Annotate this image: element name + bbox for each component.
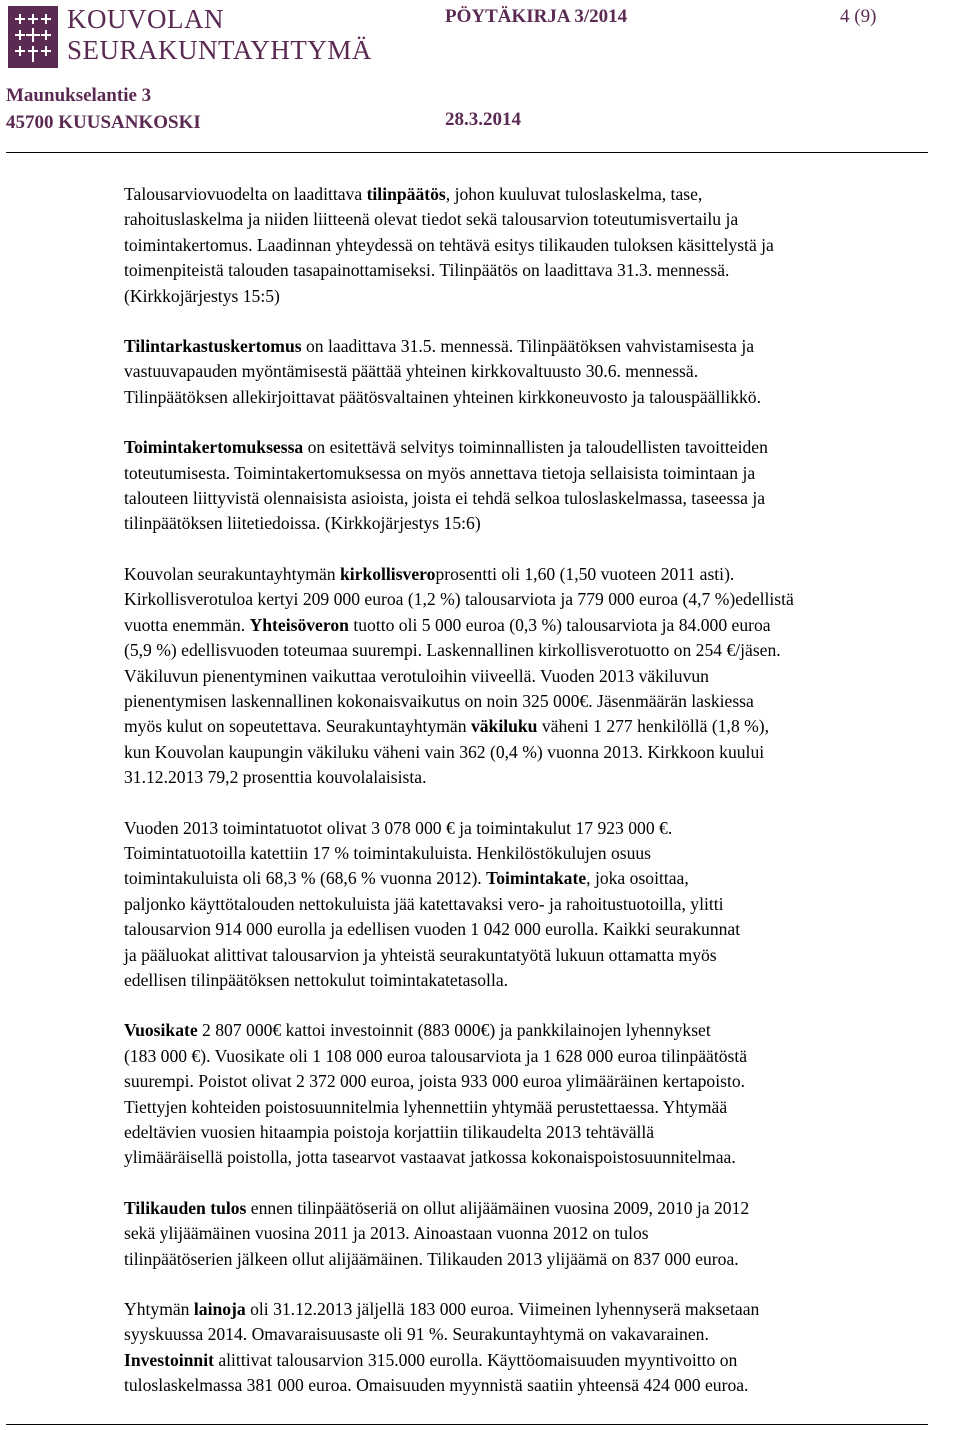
text-line — [124, 385, 958, 410]
text-line — [124, 1095, 958, 1120]
text-line — [124, 511, 958, 536]
text-line — [124, 1120, 958, 1145]
document-type: PÖYTÄKIRJA 3/2014 — [445, 6, 628, 27]
text-line — [124, 1018, 958, 1043]
text-line — [124, 1221, 958, 1246]
text-run: toimintakuluista oli 68,3 % (68,6 % vuonna 2012). — [124, 868, 487, 889]
paragraph — [124, 182, 958, 309]
text-run: sekä ylijäämäinen vuosina 2011 ja 2013. Ainoastaan vuonna 2012 on tulos — [124, 1223, 649, 1244]
text-run: , johon kuuluvat tuloslaskelma, tase, — [445, 184, 703, 204]
text-line — [124, 284, 958, 309]
text-run: syyskuussa 2014. Omavaraisuusaste oli 91 %. Seurakuntayhtymä on vakavarainen. — [124, 1324, 709, 1345]
text-line — [124, 1373, 958, 1398]
text-run: myös kulut on sopeutettava. Seurakuntayhtymän — [124, 716, 471, 737]
text-line — [124, 664, 958, 689]
paragraph — [124, 562, 958, 791]
text-run: tuloslaskelmassa 381 000 euroa. Omaisuuden myynnistä saatiin yhteensä 424 000 euroa. — [124, 1375, 749, 1396]
paragraph — [124, 334, 958, 410]
bold-term: väkiluku — [470, 716, 538, 737]
text-line — [124, 1145, 958, 1170]
text-run: Tiettyjen kohteiden poistosuunnitelmia lyhennettiin yhtymää perustettaessa. Yhtymää — [124, 1096, 728, 1117]
text-run: toteutumisesta. Toimintakertomuksessa on myös annettava tietoja sellaisista toimintaan ja — [124, 462, 756, 483]
text-line — [124, 486, 958, 511]
cross-grid-logo-icon — [8, 6, 58, 68]
bold-term: Investoinnit — [124, 1349, 214, 1370]
text-run: edellisen tilinpäätöksen nettokulut toimintakatetasolla. — [124, 969, 509, 990]
text-run: toimintakertomus. Laadinnan yhteydessä on tehtävä esitys tilikauden tuloksen käsittelystä ja — [124, 234, 774, 255]
document-date: 28.3.2014 — [445, 109, 521, 130]
text-run: ja pääluokat alittivat talousarvion ja yhteistä seurakuntatyötä lukuun ottamatta myös — [124, 944, 717, 965]
text-line — [124, 233, 958, 258]
bold-term: Yhteisöveron — [249, 614, 349, 635]
text-run: Vuoden 2013 toimintatuotot olivat 3 078 000 € ja toimintakulut 17 923 000 €. — [124, 817, 673, 838]
text-run: Toimintatuotoilla katettiin 17 % toimintakuluista. Henkilöstökulujen osuus — [124, 842, 652, 863]
footer-divider — [6, 1424, 928, 1425]
text-run: toimenpiteistä talouden tasapainottamiseksi. Tilinpäätös on laadittava 31.3. mennessä. — [124, 260, 730, 281]
text-line — [124, 943, 958, 968]
text-line — [124, 359, 958, 384]
text-line — [124, 461, 958, 486]
text-run: 2 807 000€ kattoi investoinnit (883 000€) ja pankkilainojen lyhennykset — [197, 1020, 711, 1041]
paragraph — [124, 816, 958, 994]
text-line — [124, 866, 958, 891]
text-run: kun Kouvolan kaupungin väkiluku väheni vain 362 (0,4 %) vuonna 2013. Kirkkoon kuului — [124, 741, 765, 762]
paragraph — [124, 1018, 958, 1170]
address-line2: 45700 KUUSANKOSKI — [6, 112, 201, 133]
text-line — [124, 334, 958, 359]
text-line — [124, 1196, 958, 1221]
text-line — [124, 562, 958, 587]
text-run: tilinpäätöserien jälkeen ollut alijäämäinen. Tilikauden 2013 ylijäämä on 837 000 euroa. — [124, 1248, 739, 1269]
text-run: Kouvolan seurakuntayhtymän — [124, 563, 340, 584]
text-run: ennen tilinpäätöseriä on ollut alijäämäinen vuosina 2009, 2010 ja 2012 — [246, 1197, 750, 1218]
text-line — [124, 1069, 958, 1094]
text-line — [124, 435, 958, 460]
organization-name — [67, 4, 372, 66]
text-run: väheni 1 277 henkilöllä (1,8 %), — [537, 716, 770, 737]
text-run: (5,9 %) edellisvuoden toteumaa suurempi. Laskennallinen kirkollisverotuotto on 254 €/jäsen. — [124, 640, 781, 661]
text-run: (183 000 €). Vuosikate oli 1 108 000 euroa talousarviota ja 1 628 000 euroa tilinpäätöstä — [124, 1045, 748, 1066]
page-number: 4 (9) — [840, 6, 877, 27]
text-line — [124, 1247, 958, 1272]
text-line — [124, 1348, 958, 1373]
text-run: Yhtymän — [124, 1299, 194, 1320]
text-line — [124, 841, 958, 866]
text-line — [124, 765, 958, 790]
text-line — [124, 613, 958, 638]
text-run: oli 31.12.2013 jäljellä 183 000 euroa. Viimeinen lyhennyserä maksetaan — [245, 1299, 760, 1320]
text-run: Tilinpäätöksen allekirjoittavat päätösvaltainen yhteinen kirkkoneuvosto ja talouspäällikkö. — [124, 386, 761, 407]
text-line — [124, 917, 958, 942]
text-run: pienentymisen laskennallinen kokonaisvaikutus on noin 325 000€. Jäsenmäärän laskiessa — [124, 690, 754, 711]
text-line — [124, 1322, 958, 1347]
text-run: paljonko käyttötalouden nettokuluista jää katettavaksi vero- ja rahoitustuotoilla, ylitti — [124, 893, 724, 914]
paragraph — [124, 1297, 958, 1399]
address — [6, 82, 201, 136]
text-line — [124, 740, 958, 765]
bold-term: kirkollisvero — [339, 563, 436, 584]
text-run: prosentti oli 1,60 (1,50 vuoteen 2011 asti). — [435, 563, 735, 584]
org-name-line2: SEURAKUNTAYHTYMÄ — [67, 35, 372, 65]
bold-term: lainoja — [193, 1299, 246, 1320]
text-run: edeltävien vuosien hitaampia poistoja korjattiin tilikaudelta 2013 tehtävällä — [124, 1122, 655, 1142]
text-line — [124, 207, 958, 232]
text-run: talousarvion 914 000 eurolla ja edellisen vuoden 1 042 000 eurolla. Kaikki seurakunnat — [124, 919, 741, 940]
text-run: tuotto oli 5 000 euroa (0,3 %) talousarviota ja 84.000 euroa — [348, 614, 771, 635]
text-run: suurempi. Poistot olivat 2 372 000 euroa, joista 933 000 euroa ylimääräinen kertapoisto. — [124, 1071, 746, 1092]
text-run: , joka osoittaa, — [586, 868, 689, 889]
org-name-line1: KOUVOLAN — [67, 4, 224, 34]
text-line — [124, 587, 958, 612]
text-line — [124, 816, 958, 841]
text-line — [124, 1044, 958, 1069]
text-line — [124, 892, 958, 917]
document-body — [124, 182, 958, 1424]
text-line — [124, 689, 958, 714]
bold-term: Tilintarkastuskertomus — [124, 336, 302, 357]
text-run: on laadittava 31.5. mennessä. Tilinpäätöksen vahvistamisesta ja — [301, 336, 755, 357]
paragraph — [124, 1196, 958, 1272]
bold-term: Vuosikate — [124, 1020, 198, 1041]
bold-term: Tilikauden tulos — [124, 1197, 247, 1218]
text-run: 31.12.2013 79,2 prosenttia kouvolalaisista. — [124, 767, 427, 788]
text-run: rahoituslaskelma ja niiden liitteenä olevat tiedot sekä talousarvion toteutumisvertailu ja — [124, 209, 739, 230]
text-run: tilinpäätöksen liitetiedoissa. (Kirkkojärjestys 15:6) — [124, 513, 481, 534]
text-line — [124, 968, 958, 993]
text-line — [124, 182, 958, 207]
text-line — [124, 1297, 958, 1322]
bold-term: tilinpäätös — [366, 184, 446, 204]
text-line — [124, 638, 958, 663]
text-run: Talousarviovuodelta on laadittava — [124, 184, 367, 204]
text-run: ylimääräisellä poistolla, jotta tasearvot vastaavat jatkossa kokonaispoistosuunnitelmaa. — [124, 1147, 736, 1168]
text-run: on esitettävä selvitys toiminnallisten ja taloudellisten tavoitteiden — [303, 437, 768, 458]
text-run: (Kirkkojärjestys 15:5) — [124, 285, 280, 306]
text-line — [124, 258, 958, 283]
text-run: vastuuvapauden myöntämisestä päättää yhteinen kirkkovaltuusto 30.6. mennessä. — [124, 361, 699, 382]
bold-term: Toimintakate — [486, 868, 587, 889]
bold-term: Toimintakertomuksessa — [124, 437, 304, 458]
text-run: alittivat talousarvion 315.000 eurolla. Käyttöomaisuuden myyntivoitto on — [213, 1349, 738, 1370]
text-run: Väkiluvun pienentyminen vaikuttaa verotuloihin viiveellä. Vuoden 2013 väkiluvun — [124, 665, 709, 686]
header-divider — [6, 152, 928, 153]
text-run: vuotta enemmän. — [124, 614, 250, 635]
text-line — [124, 714, 958, 739]
text-run: Kirkollisverotuloa kertyi 209 000 euroa (1,2 %) talousarviota ja 779 000 euroa (4,7 %)edellistä — [124, 589, 794, 610]
address-line1: Maunukselantie 3 — [6, 85, 152, 106]
text-run: talouteen liittyvistä olennaisista asioista, joista ei tehdä selkoa tuloslaskelmassa, taseessa ja — [124, 488, 766, 509]
paragraph — [124, 435, 958, 537]
